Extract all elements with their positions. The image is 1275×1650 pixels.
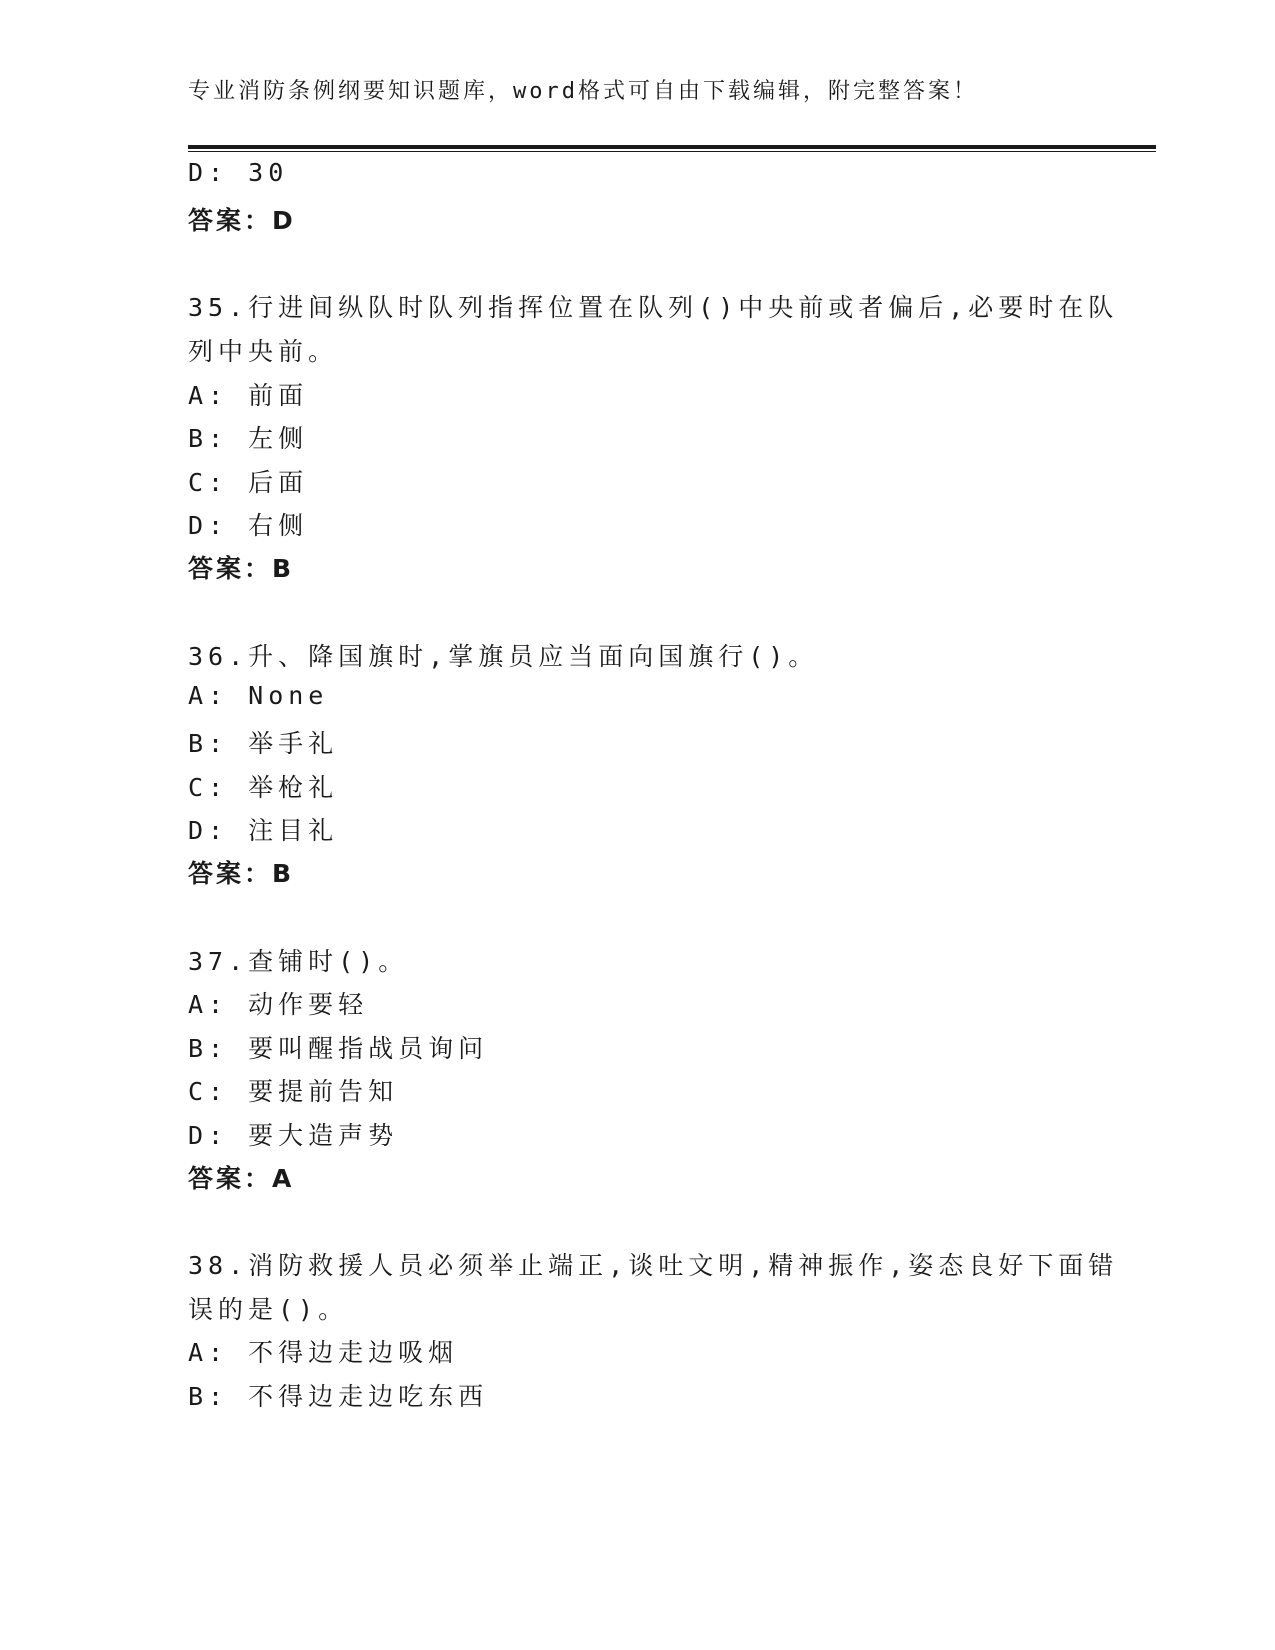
header-divider-thin xyxy=(188,151,1156,152)
prev-answer: 答案：D xyxy=(188,206,296,235)
question-35-option-a: A: 前面 xyxy=(188,381,309,410)
question-35-option-d: D: 右侧 xyxy=(188,511,309,540)
question-36-stem-line1: 36.升、降国旗时,掌旗员应当面向国旗行()。 xyxy=(188,642,819,671)
question-35-answer: 答案：B xyxy=(188,554,295,583)
question-36-option-a: A: None xyxy=(188,681,329,710)
question-37-answer: 答案：A xyxy=(188,1164,295,1193)
question-38-stem-line1: 38.消防救援人员必须举止端正,谈吐文明,精神振作,姿态良好下面错 xyxy=(188,1251,1119,1280)
question-36-option-c: C: 举枪礼 xyxy=(188,773,339,802)
question-35-option-c: C: 后面 xyxy=(188,468,309,497)
page-header: 专业消防条例纲要知识题库，word格式可自由下载编辑，附完整答案！ xyxy=(188,79,978,104)
question-37-option-b: B: 要叫醒指战员询问 xyxy=(188,1034,489,1063)
question-37-option-d: D: 要大造声势 xyxy=(188,1121,399,1150)
question-38-option-a: A: 不得边走边吸烟 xyxy=(188,1338,459,1367)
question-36-answer: 答案：B xyxy=(188,859,295,888)
question-37-stem-line1: 37.查铺时()。 xyxy=(188,947,409,976)
question-35-stem-line2: 列中央前。 xyxy=(188,337,339,366)
question-37-option-a: A: 动作要轻 xyxy=(188,990,369,1019)
question-35-option-b: B: 左侧 xyxy=(188,424,309,453)
question-37-option-c: C: 要提前告知 xyxy=(188,1077,399,1106)
header-divider-thick xyxy=(188,145,1156,149)
question-35-stem-line1: 35.行进间纵队时队列指挥位置在队列()中央前或者偏后,必要时在队 xyxy=(188,293,1119,322)
question-36-option-b: B: 举手礼 xyxy=(188,729,339,758)
question-38-option-b: B: 不得边走边吃东西 xyxy=(188,1382,489,1411)
question-38-stem-line2: 误的是()。 xyxy=(188,1295,349,1324)
question-36-option-d: D: 注目礼 xyxy=(188,816,339,845)
prev-option-d: D: 30 xyxy=(188,158,289,187)
